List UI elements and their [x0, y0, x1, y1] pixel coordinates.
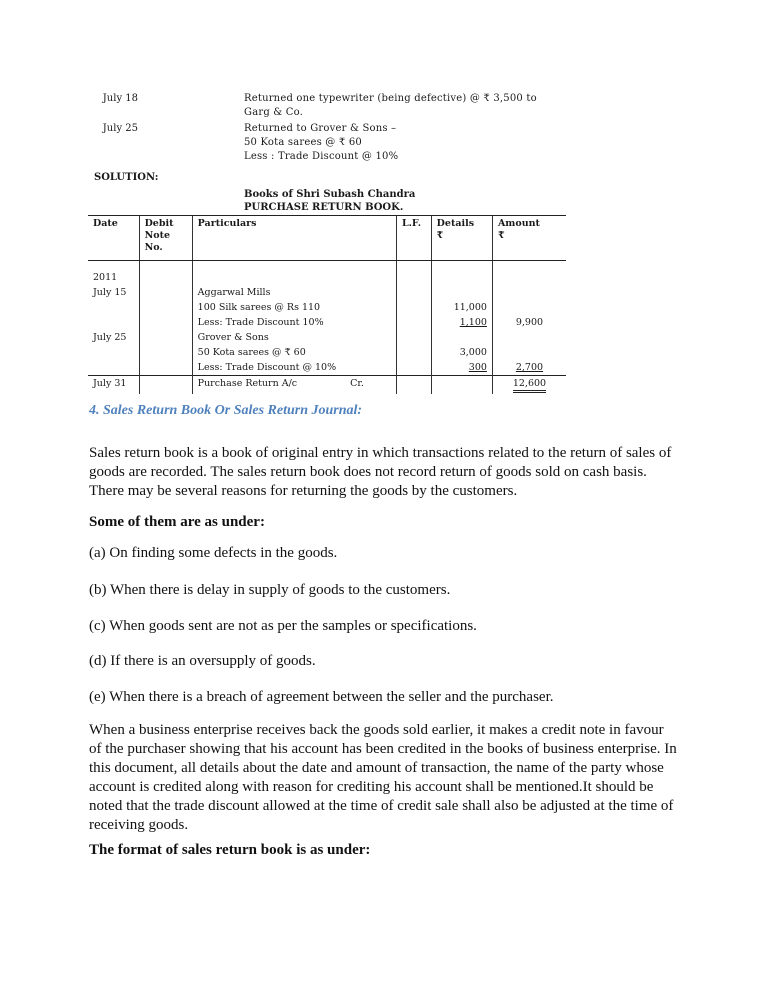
table-total-row [88, 376, 566, 395]
date-cell: July 15 [93, 287, 127, 298]
particulars-cell: Less: Trade Discount 10% [192, 315, 396, 330]
amount-cell [492, 300, 566, 315]
table-row [88, 300, 566, 315]
amount-cell: 9,900 [492, 315, 566, 330]
details-cell: 11,000 [431, 300, 492, 315]
amount-cell [492, 345, 566, 360]
col-header-particulars: Particulars [192, 216, 396, 261]
format-heading: The format of sales return book is as under: [89, 842, 371, 858]
entry-date: July 18 [102, 93, 138, 104]
col-header-lf: L.F. [396, 216, 431, 261]
col-header-details: Details ₹ [431, 216, 492, 261]
particulars-cell: Grover & Sons [192, 330, 396, 345]
solution-label: SOLUTION: [94, 172, 159, 183]
table-row [88, 330, 566, 345]
total-amount-cell: 12,600 [492, 376, 566, 395]
date-cell: July 31 [88, 376, 139, 395]
entry-text: Returned one typewriter (being defective) @ ₹ 3,500 to Garg & Co. [244, 93, 537, 118]
amount-cell [492, 285, 566, 300]
entry-text: Returned to Grover & Sons – 50 Kota sarees @ ₹ 60 Less : Trade Discount @ 10% [244, 123, 399, 162]
details-cell [431, 330, 492, 345]
particulars-cell: Purchase Return A/c Cr. [192, 376, 396, 395]
date-cell [88, 360, 139, 376]
credit-note-paragraph: When a business enterprise receives back the goods sold earlier, it makes a credit note in favour of the purchaser showing that his account has been credited in the books of business enterprise. In this document, all details about the date and amount of transaction, the name of the party whose account is credited along with reason for crediting his account shall be mentioned.It should be noted that the trade discount allowed at the time of credit sale shall also be adjusted at the time of receiving goods. [89, 722, 677, 833]
reason-item: (e) When there is a breach of agreement between the seller and the purchaser. [89, 689, 554, 705]
table-row [88, 360, 566, 376]
year-cell: 2011 [93, 272, 118, 283]
col-header-amount: Amount ₹ [492, 216, 566, 261]
table-row [88, 261, 566, 286]
particulars-cell: 50 Kota sarees @ ₹ 60 [192, 345, 396, 360]
book-title: Books of Shri Subash Chandra PURCHASE RETURN BOOK. [244, 189, 416, 213]
table-header-row [88, 216, 566, 261]
date-cell [88, 315, 139, 330]
details-cell: 300 [431, 360, 492, 376]
particulars-cell: Less: Trade Discount @ 10% [192, 360, 396, 376]
table-row [88, 345, 566, 360]
reason-item: (b) When there is delay in supply of goods to the customers. [89, 582, 451, 598]
purchase-return-table [88, 215, 566, 394]
reasons-heading: Some of them are as under: [89, 514, 265, 530]
table-row [88, 285, 566, 300]
amount-cell: 2,700 [492, 360, 566, 376]
particulars-cell: 100 Silk sarees @ Rs 110 [192, 300, 396, 315]
table-row [88, 315, 566, 330]
date-cell: July 25 [93, 332, 127, 343]
entry-date: July 25 [102, 123, 138, 134]
reason-item: (d) If there is an oversupply of goods. [89, 653, 316, 669]
scanned-book-excerpt [88, 92, 578, 389]
col-header-debit-note: Debit Note No. [139, 216, 192, 261]
date-cell [88, 345, 139, 360]
details-cell [431, 285, 492, 300]
amount-cell [492, 330, 566, 345]
section-heading: 4. Sales Return Book Or Sales Return Journal: [89, 403, 363, 418]
col-header-date: Date [88, 216, 139, 261]
details-cell: 3,000 [431, 345, 492, 360]
date-cell [88, 300, 139, 315]
intro-paragraph: Sales return book is a book of original entry in which transactions related to the return of sales of goods are recorded. The sales return book does not record return of goods sold on cash basis. There may be several reasons for returning the goods by the customers. [89, 445, 672, 499]
particulars-cell: Aggarwal Mills [192, 285, 396, 300]
reason-item: (c) When goods sent are not as per the samples or specifications. [89, 618, 477, 634]
reason-item: (a) On finding some defects in the goods. [89, 545, 338, 561]
details-cell: 1,100 [431, 315, 492, 330]
